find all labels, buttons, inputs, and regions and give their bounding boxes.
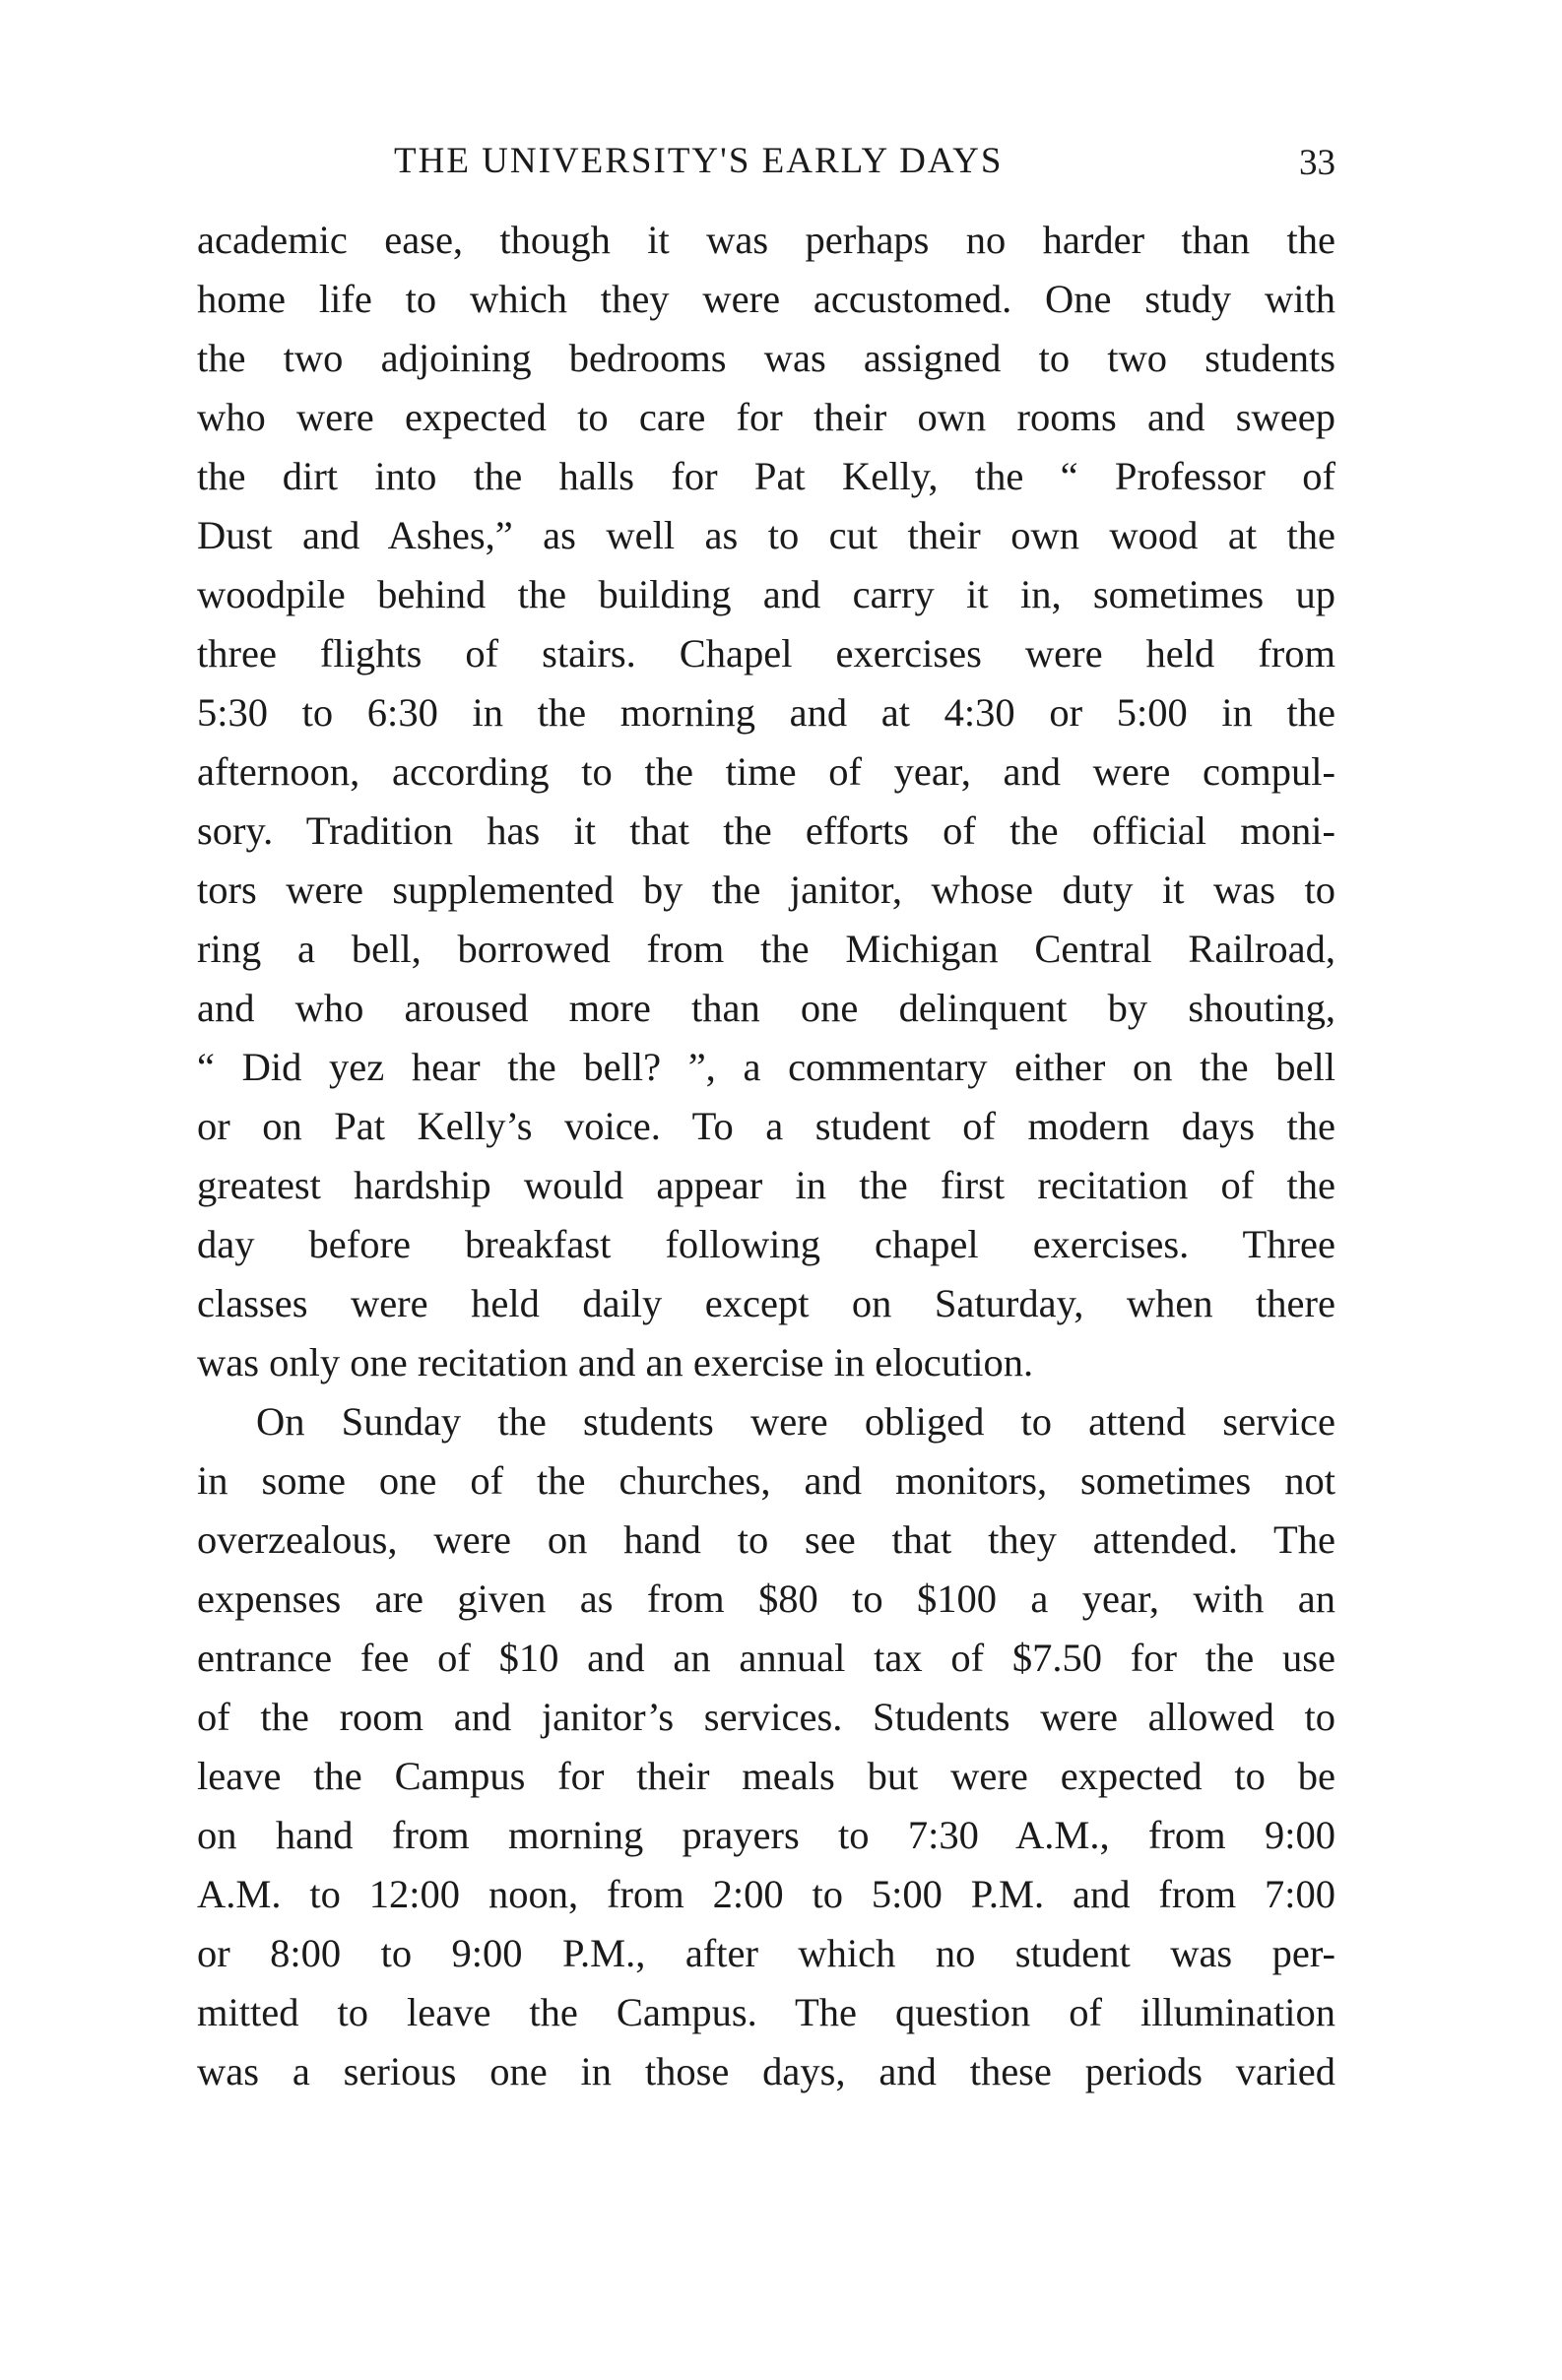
text-line: expenses are given as from $80 to $100 a year, with an <box>197 1576 1335 1621</box>
text-line: classes were held daily except on Saturday, when there <box>197 1281 1335 1325</box>
text-line: academic ease, though it was perhaps no harder than the <box>197 218 1335 262</box>
paragraph <box>197 211 1335 1392</box>
body-text <box>197 211 1335 2101</box>
text-line: and who aroused more than one delinquent by shouting, <box>197 986 1335 1030</box>
text-line: ring a bell, borrowed from the Michigan Central Railroad, <box>197 927 1335 971</box>
text-line: the dirt into the halls for Pat Kelly, the “ Professor of <box>197 454 1335 498</box>
text-line: of the room and janitor’s services. Students were allowed to <box>197 1695 1335 1739</box>
text-line: was only one recitation and an exercise in elocution. <box>197 1340 1034 1384</box>
text-line: sory. Tradition has it that the efforts of the official moni- <box>197 808 1335 853</box>
text-line: three flights of stairs. Chapel exercises were held from <box>197 631 1335 675</box>
text-line: leave the Campus for their meals but were expected to be <box>197 1754 1335 1798</box>
running-head <box>197 136 1335 187</box>
text-line: was a serious one in those days, and these periods varied <box>197 2049 1335 2093</box>
text-line: day before breakfast following chapel exercises. Three <box>197 1222 1335 1266</box>
text-line: overzealous, were on hand to see that they attended. The <box>197 1517 1335 1562</box>
page-number: 33 <box>1299 143 1335 183</box>
text-line: A.M. to 12:00 noon, from 2:00 to 5:00 P.M. and from 7:00 <box>197 1872 1335 1916</box>
text-line: entrance fee of $10 and an annual tax of $7.50 for the use <box>197 1636 1335 1680</box>
text-line: home life to which they were accustomed. One study with <box>197 277 1335 321</box>
text-line: the two adjoining bedrooms was assigned to two students <box>197 336 1335 380</box>
text-line: in some one of the churches, and monitors, sometimes not <box>197 1458 1335 1503</box>
text-line: woodpile behind the building and carry it in, sometimes up <box>197 572 1335 616</box>
text-line: on hand from morning prayers to 7:30 A.M., from 9:00 <box>197 1813 1335 1857</box>
text-line: afternoon, according to the time of year, and were compul- <box>197 749 1335 794</box>
text-line: Dust and Ashes,” as well as to cut their own wood at the <box>197 513 1335 557</box>
text-line: “ Did yez hear the bell? ”, a commentary either on the bell <box>197 1045 1335 1089</box>
text-line: or on Pat Kelly’s voice. To a student of modern days the <box>197 1104 1335 1148</box>
text-line: greatest hardship would appear in the first recitation of the <box>197 1163 1335 1207</box>
text-line: tors were supplemented by the janitor, whose duty it was to <box>197 868 1335 912</box>
paragraph <box>197 1392 1335 2101</box>
text-line: who were expected to care for their own rooms and sweep <box>197 395 1335 439</box>
running-title: THE UNIVERSITY'S EARLY DAYS <box>394 141 1004 181</box>
text-line: On Sunday the students were obliged to attend service <box>256 1399 1335 1444</box>
text-line: or 8:00 to 9:00 P.M., after which no student was per- <box>197 1931 1335 1975</box>
text-line: mitted to leave the Campus. The question of illumination <box>197 1990 1335 2034</box>
text-line: 5:30 to 6:30 in the morning and at 4:30 or 5:00 in the <box>197 690 1335 735</box>
